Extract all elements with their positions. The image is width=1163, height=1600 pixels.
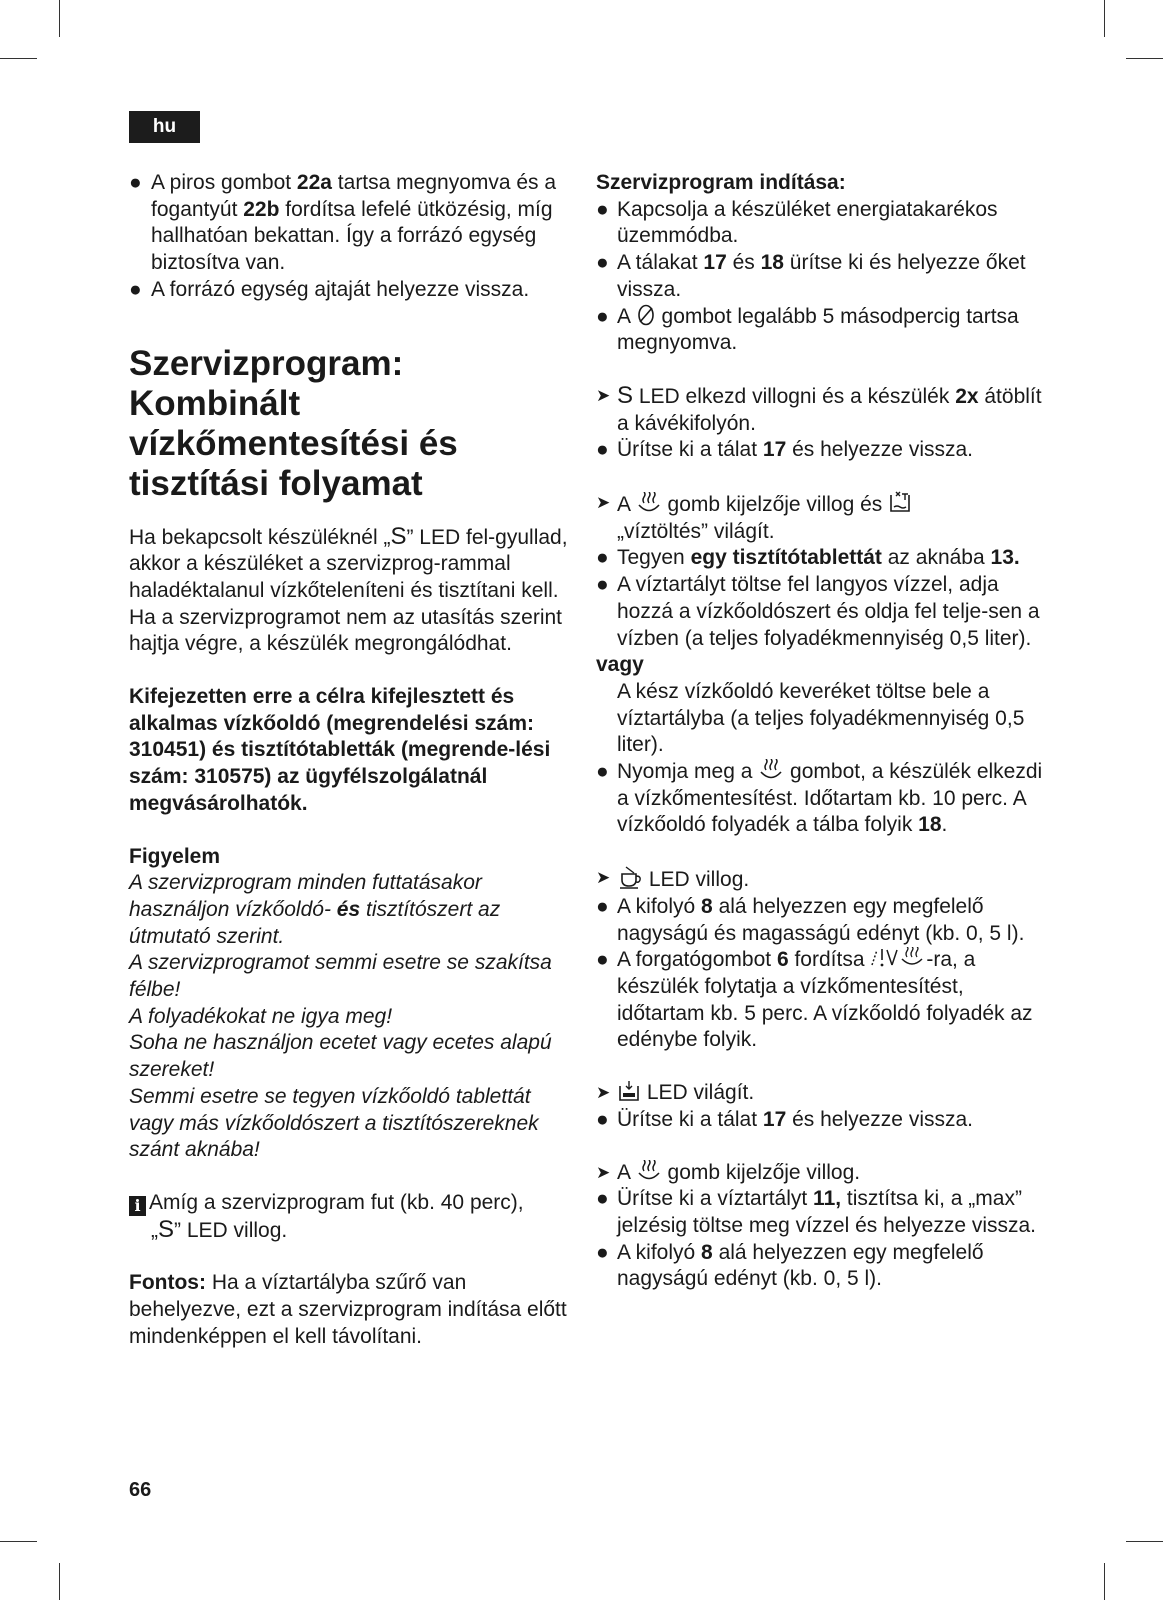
warning-text: A szervizprogramot semmi esetre se szakítsa félbe! [129, 951, 552, 1002]
list-item: ● A forgatógombot 6 fordítsa -ra, a készülék folytatja a vízkőmentesítést, időtartam kb. 5 perc. A vízkőoldó folyadék az edénybe folyik. [596, 948, 1033, 1052]
list-item: ● Nyomja meg a gombot, a készülék elkezdi a vízkőmentesítést. Időtartam kb. 10 perc. A vízkőoldó folyadék a tálba folyik 18. [596, 760, 1043, 837]
list-item: ● Ürítse ki a víztartályt 11, tisztítsa ki, a „max” jelzésig töltse meg vízzel és helyezze vissza. [596, 1187, 1037, 1237]
language-badge: hu [129, 111, 200, 143]
section-title: Szervizprogram: Kombinált vízkőmentesítési és tisztítási folyamat [129, 343, 458, 503]
start-title: Szervizprogram indítása: [596, 171, 846, 194]
bullet-marker: ● [129, 171, 142, 194]
result-item: ➤ LED világít. [596, 1080, 1046, 1107]
arrow-marker: ➤ [596, 385, 611, 405]
steam-icon [636, 1160, 662, 1182]
crop-mark [59, 0, 60, 37]
clean-button-icon [636, 304, 656, 326]
warning-text: A folyadékokat ne igya meg! [129, 1004, 393, 1028]
bullet-marker: ● [596, 304, 609, 328]
list-item: ● A piros gombot 22a tartsa megnyomva és a fogantyút 22b fordítsa lefelé ütközésig, míg hallhatóan bekattan. Így a forrázó egység biztosítva van. [129, 171, 557, 275]
drip-tray-icon [617, 1080, 641, 1102]
steam-icon [758, 759, 784, 781]
crop-mark [0, 58, 37, 59]
list-item: ● A víztartályt töltse fel langyos vízzel, adja hozzá a vízkőoldószert és oldja fel telje-sen a vízben (a teljes folyadékmennyiség 0,5 liter). [596, 573, 1040, 650]
or-text: A kész vízkőoldó keveréket töltse bele a víztartályba (a teljes folyadékmennyiség 0,5 liter). [617, 679, 1025, 757]
bullet-marker: ● [129, 277, 142, 301]
service-s-icon: S [390, 522, 407, 550]
warning-text: Soha ne használjon ecetet vagy ecetes alapú szereket! [129, 1031, 552, 1082]
left-column [129, 170, 574, 1351]
arrow-marker: ➤ [596, 1083, 611, 1103]
right-column [596, 170, 1046, 1293]
bullet-marker: ● [596, 573, 609, 597]
steam-icon [636, 492, 662, 514]
arrow-marker: ➤ [596, 1162, 611, 1182]
warning-text: A szervizprogram minden futtatásakor használjon vízkőoldó- és tisztítószert az útmutató szerint. [129, 871, 501, 948]
service-s-icon: S [158, 1215, 175, 1243]
crop-mark [1126, 58, 1163, 59]
water-fill-icon [888, 490, 912, 514]
result-item: ➤ LED villog. [596, 865, 1046, 894]
bullet-marker: ● [596, 1240, 609, 1264]
service-s-icon: S [617, 381, 634, 409]
crop-mark [59, 1563, 60, 1600]
info-note: i Amíg a szervizprogram fut (kb. 40 perc), „S” LED villog. [129, 1190, 574, 1244]
page-number: 66 [129, 1479, 152, 1501]
list-item: ● Tegyen egy tisztítótablettát az aknába 13. [596, 545, 1046, 572]
info-icon: i [129, 1196, 146, 1216]
list-item: ● Kapcsolja a készüléket energiatakarékos üzemmódba. [596, 197, 998, 248]
bullet-marker: ● [596, 197, 609, 221]
crop-mark [1104, 0, 1105, 37]
or-label: vagy [596, 653, 644, 677]
bullet-marker: ● [596, 438, 609, 462]
crop-mark [0, 1541, 37, 1542]
cup-icon [617, 865, 643, 889]
crop-mark [1126, 1541, 1163, 1542]
arrow-marker: ➤ [596, 868, 611, 888]
crop-mark [1104, 1563, 1105, 1600]
intro-paragraph: Ha bekapcsolt készüléknél „S” LED fel-gyullad, akkor a készüléket a szervizprog-rammal haladéktalanul vízkőteleníteni és tisztítani kell. Ha a szervizprogramot nem az utasítás szerint hajtja végre, a készülék megrongálódhat. [129, 522, 568, 656]
warning-text: Semmi esetre se tegyen vízkőoldó tablettát vagy más vízkőoldószert a tisztítószereknek szánt aknába! [129, 1084, 539, 1162]
bullet-marker: ● [596, 1187, 609, 1211]
list-item: ● A gombot legalább 5 másodpercig tartsa megnyomva. [596, 304, 1019, 355]
bullet-marker: ● [596, 251, 609, 275]
list-item: ● A kifolyó 8 alá helyezzen egy megfelelő nagyságú és magasságú edényt (kb. 0, 5 l). [596, 894, 1025, 945]
attention-title: Figyelem [129, 844, 221, 868]
list-item: ● A tálakat 17 és 18 ürítse ki és helyezze őket vissza. [596, 251, 1026, 301]
order-paragraph: Kifejezetten erre a célra kifejlesztett és alkalmas vízkőoldó (megrendelési szám: 310451) és tisztítótabletták (megrende-lési szám: 310575) az ügyfélszolgálatnál megvásárolhatók. [129, 685, 551, 815]
list-item: ● Ürítse ki a tálat 17 és helyezze vissza. [596, 1107, 1046, 1134]
bullet-marker: ● [596, 948, 609, 972]
result-item: ➤ S LED elkezd villogni és a készülék 2x átöblít a kávékifolyón. [596, 381, 1042, 435]
bullet-marker: ● [596, 1107, 609, 1131]
result-item: ➤ A gomb kijelzője villog és „víztöltés” világít. [596, 490, 1046, 545]
list-item: ● A kifolyó 8 alá helyezzen egy megfelelő nagyságú edényt (kb. 0, 5 l). [596, 1240, 984, 1291]
dial-position-icon [870, 947, 926, 969]
important-note: Fontos: Ha a víztartályba szűrő van behelyezve, ezt a szervizprogram indítása előtt mindenképpen el kell távolítani. [129, 1271, 567, 1348]
bullet-marker: ● [596, 894, 609, 918]
arrow-marker: ➤ [596, 493, 611, 513]
result-item: ➤ A gomb kijelzője villog. [596, 1160, 1046, 1187]
bullet-marker: ● [596, 546, 609, 570]
list-item: ● Ürítse ki a tálat 17 és helyezze vissza. [596, 437, 1046, 464]
list-item: ● A forrázó egység ajtaját helyezze vissza. [129, 277, 574, 304]
bullet-marker: ● [596, 760, 609, 784]
